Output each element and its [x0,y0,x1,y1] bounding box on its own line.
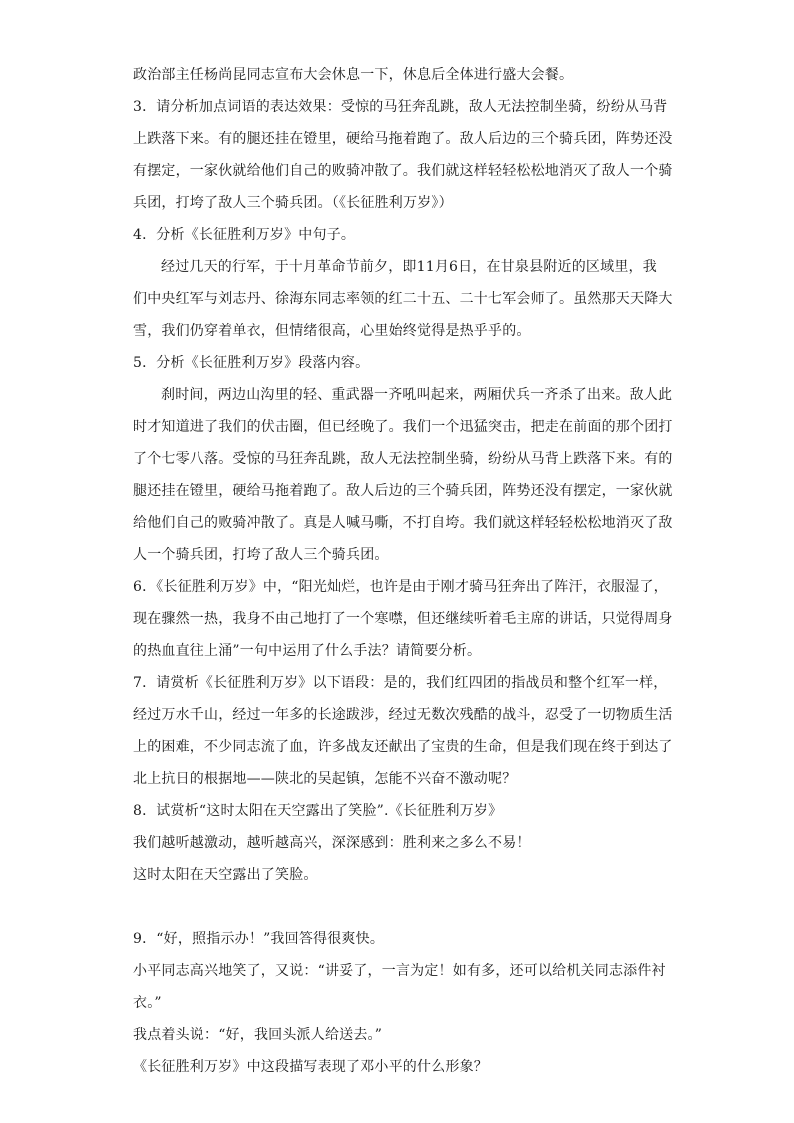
text-line: 上跌落下来。有的腿还挂在镫里，硬给马拖着跑了。敌人后边的三个骑兵团，阵势还没 [133,131,673,147]
text-line: 政治部主任杨尚昆同志宣布大会休息一下，休息后全体进行盛大会餐。 [133,67,574,83]
text-line: 我们越听越激动，越听越高兴，深深感到：胜利来之多么不易！ [133,835,531,851]
text-line: 这时太阳在天空露出了笑脸。 [133,867,318,883]
text-line: 们中央红军与刘志丹、徐海东同志率领的红二十五、二十七军会师了。虽然那天天降大 [133,291,673,307]
text-line: 经过万水千山，经过一年多的长途跋涉，经过无数次残酷的战斗，忍受了一切物质生活 [133,707,673,723]
question-3-line: 3．请分析加点词语的表达效果：受惊的马狂奔乱跳，敌人无法控制坐骑，纷纷从马背 [133,99,668,115]
text-line: 兵团，打垮了敌人三个骑兵团。（《长征胜利万岁》） [133,195,453,211]
text-line: 北上抗日的根据地——陕北的吴起镇，怎能不兴奋不激动呢？ [133,771,517,787]
text-line: 上的困难，不少同志流了血，许多战友还献出了宝贵的生命，但是我们现在终于到达了 [133,739,673,755]
question-9-line: 9．“好，照指示办！”我回答得很爽快。 [133,931,385,947]
text-line: 了个七零八落。受惊的马狂奔乱跳，敌人无法控制坐骑，纷纷从马背上跌落下来。有的 [133,451,673,467]
text-line: 小平同志高兴地笑了，又说：“讲妥了，一言为定！如有多，还可以给机关同志添件衬 [133,963,666,979]
text-line: 有摆定，一家伙就给他们自己的败骑冲散了。我们就这样轻轻松松地消灭了敌人一个骑 [133,163,673,179]
text-line: 我点着头说：“好，我回头派人给送去。” [133,1027,383,1043]
text-line: 的热血直往上涌”一句中运用了什么手法？请简要分析。 [133,643,482,659]
question-4-line: 4．分析《长征胜利万岁》中句子。 [133,227,356,243]
text-line: 《长征胜利万岁》中这段描写表现了邓小平的什么形象？ [133,1059,488,1075]
text-line: 时才知道进了我们的伏击圈，但已经晚了。我们一个迅猛突击，把走在前面的那个团打 [133,419,673,435]
question-6-line: 6．《长征胜利万岁》中，“阳光灿烂，也许是由于刚才骑马狂奔出了阵汗，衣服湿了， [133,579,668,595]
question-5-line: 5．分析《长征胜利万岁》段落内容。 [133,355,370,371]
text-line: 现在骤然一热，我身不由己地打了一个寒噤，但还继续听着毛主席的讲话，只觉得周身 [133,611,673,627]
text-line: 刹时间，两边山沟里的轻、重武器一齐吼叫起来，两厢伏兵一齐杀了出来。敌人此 [161,387,673,403]
text-line: 给他们自己的败骑冲散了。真是人喊马嘶，不打自垮。我们就这样轻轻松松地消灭了敌 [133,515,673,531]
text-line: 经过几天的行军，于十月革命节前夕，即11月6日，在甘泉县附近的区域里，我 [161,259,657,275]
question-8-line: 8．试赏析“这时太阳在天空露出了笑脸”.《长征胜利万岁》 [133,803,503,819]
text-line: 衣。” [133,995,162,1011]
question-7-line: 7．请赏析《长征胜利万岁》以下语段：是的，我们红四团的指战员和整个红军一样， [133,675,668,691]
text-line: 雪，我们仍穿着单衣，但情绪很高，心里始终觉得是热乎乎的。 [133,323,531,339]
text-line: 腿还挂在镫里，硬给马拖着跑了。敌人后边的三个骑兵团，阵势还没有摆定，一家伙就 [133,483,673,499]
text-line: 人一个骑兵团，打垮了敌人三个骑兵团。 [133,547,389,563]
